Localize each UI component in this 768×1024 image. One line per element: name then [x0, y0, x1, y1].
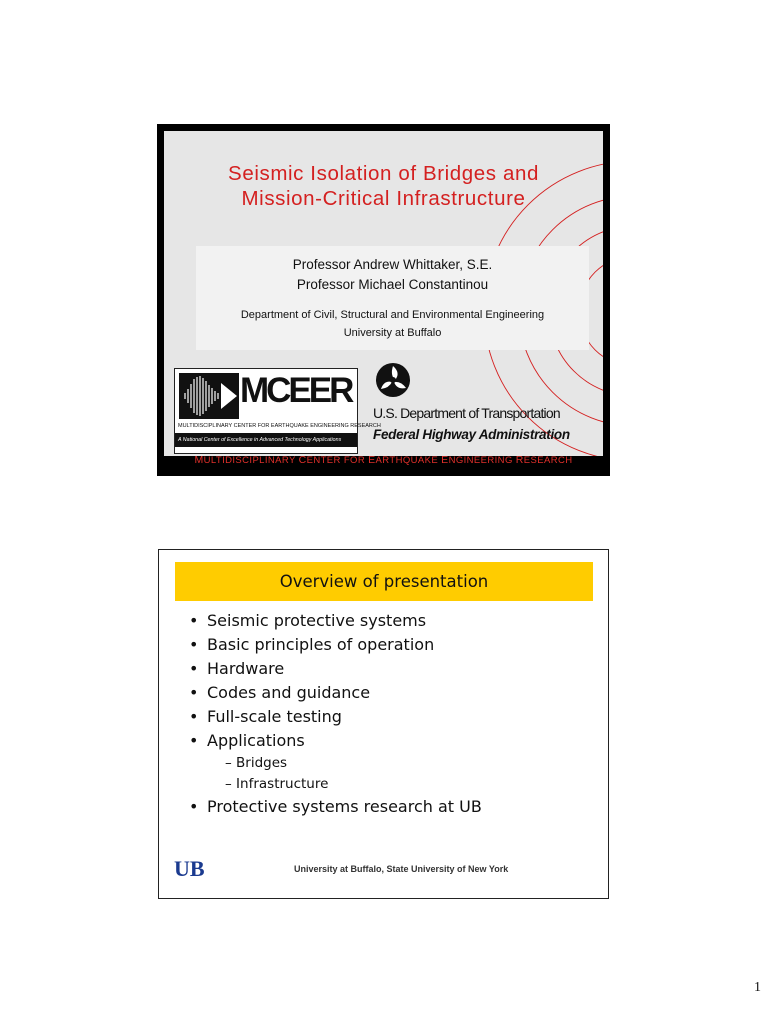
overview-list [189, 609, 482, 819]
fhwa-name: Federal Highway Administration [373, 427, 570, 442]
dot-triskelion-icon [373, 361, 413, 399]
slide-title [164, 161, 603, 211]
footer-cap: E [441, 454, 449, 466]
list-item-text: Applications [207, 731, 305, 750]
list-item-text: Basic principles of operation [207, 635, 435, 654]
footer-word: ENTER FOR [306, 455, 366, 466]
footer-word: ULTIDISCIPLINARY [203, 455, 296, 466]
sub-list-item [189, 753, 482, 774]
list-item [189, 681, 482, 705]
list-item [189, 609, 482, 633]
university: University at Buffalo [343, 327, 442, 339]
mceer-subtitle: MULTIDISCIPLINARY CENTER FOR EARTHQUAKE ENGINEERING RESEARCH [178, 423, 381, 429]
mceer-logo [174, 368, 381, 454]
title-slide [157, 124, 610, 476]
ub-logo-text: UB [174, 856, 205, 881]
bullet-icon: • [189, 611, 199, 630]
bullet-icon: • [189, 707, 199, 726]
list-item [189, 729, 482, 753]
bullet-icon: • [189, 797, 199, 816]
list-item [189, 705, 482, 729]
department: Department of Civil, Structural and Environmental Engineering [240, 309, 545, 321]
dash-icon: – [225, 755, 237, 771]
list-item-text: Codes and guidance [207, 683, 371, 702]
footer-cap: R [515, 454, 524, 466]
bullet-icon: • [189, 683, 199, 702]
footer-word: ARTHQUAKE [375, 455, 439, 466]
list-item [189, 657, 482, 681]
ub-footer-text: University at Buffalo, State University of New York [294, 864, 509, 874]
author-2: Professor Michael Constantinou [296, 277, 489, 292]
footer-word: ESEARCH [523, 455, 573, 466]
overview-slide [158, 549, 609, 899]
list-item-text: Hardware [207, 659, 285, 678]
seismic-wave-icon [179, 373, 239, 419]
list-item [189, 795, 482, 819]
list-item-text: Protective systems research at UB [207, 797, 482, 816]
footer-cap: C [298, 454, 307, 466]
title-slide-body [164, 131, 603, 456]
sub-list-item [189, 774, 482, 795]
authors-box [196, 246, 589, 350]
sub-list-item-text: Bridges [236, 755, 288, 771]
footer-cap: E [368, 454, 376, 466]
list-item-text: Full-scale testing [207, 707, 342, 726]
dash-icon: – [225, 776, 237, 792]
mceer-wordmark: MCEER [240, 371, 352, 410]
bullet-icon: • [189, 731, 199, 750]
ub-logo-icon [174, 855, 214, 881]
list-item [189, 633, 482, 657]
mceer-tagline: A National Center of Excellence in Advanced Technology Applications [175, 433, 357, 447]
title-line-1: Seismic Isolation of Bridges and [228, 162, 539, 185]
footer-cap: M [194, 454, 204, 466]
author-1: Professor Andrew Whittaker, S.E. [292, 257, 493, 272]
title-line-2: Mission-Critical Infrastructure [241, 187, 526, 210]
overview-heading: Overview of presentation [175, 562, 593, 601]
bullet-icon: • [189, 635, 199, 654]
sub-list-item-text: Infrastructure [236, 776, 329, 792]
mceer-footer [157, 454, 610, 466]
dot-name: U.S. Department of Transportation [373, 405, 560, 421]
page-number: 1 [754, 980, 761, 995]
list-item-text: Seismic protective systems [207, 611, 427, 630]
bullet-icon: • [189, 659, 199, 678]
footer-word: NGINEERING [448, 455, 513, 466]
